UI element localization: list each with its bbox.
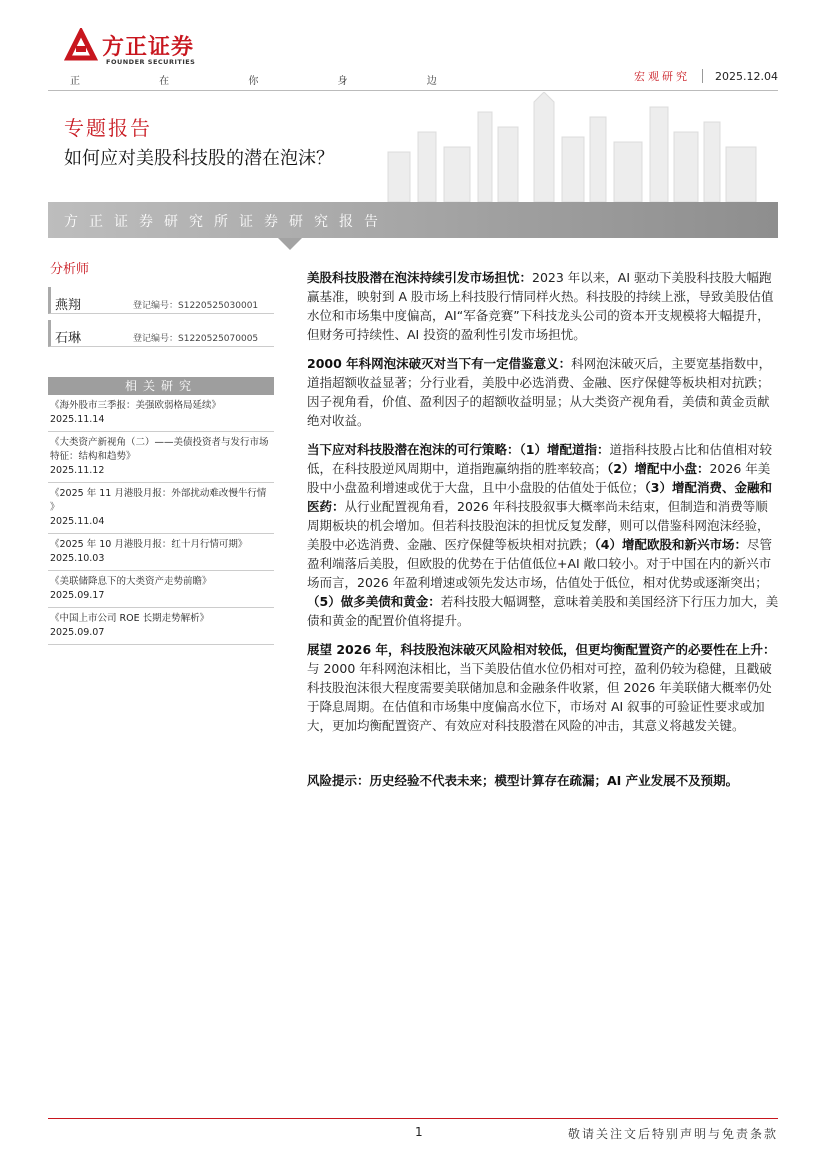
analyst-name: 石琳	[55, 331, 82, 346]
founder-logo-icon	[64, 28, 98, 62]
paragraph-lead: 展望 2026 年，科技股泡沫破灭风险相对较低，但更均衡配置资产的必要性在上升：	[307, 642, 776, 657]
strategy-text: 道指科技股占比和估值相对较低，在科技股逆风周期中，道指跑赢纳指的胜率较高；	[307, 442, 772, 476]
related-title: 《中国上市公司 ROE 长期走势解析》	[50, 613, 210, 624]
paragraph-lead: 美股科技股潜在泡沫持续引发市场担忧：	[307, 270, 533, 285]
institute-banner	[48, 202, 778, 238]
paragraph-text: 科网泡沫破灭后，主要宽基指数中，道指超额收益显著；分行业看，美股中必选消费、金融、医疗保健等板块相对抗跌；因子视角看，价值、盈利因子的超额收益明显；从大类资产视角看，美债和黄金贡献绝对收益。	[307, 356, 772, 428]
strategy-text: 若科技股大幅调整，意味着美股和美国经济下行压力加大，美债和黄金的配置价值将提升。	[307, 594, 779, 628]
related-title: 《2025 年 11 月港股月报：外部扰动难改慢牛行情 》	[50, 488, 267, 513]
related-item[interactable]	[48, 483, 274, 534]
brand-logo	[64, 28, 194, 62]
paragraph	[307, 268, 779, 344]
city-skyline-icon	[358, 92, 778, 202]
analyst-heading: 分析师	[50, 262, 90, 277]
report-type: 专题报告	[64, 116, 152, 140]
main-body	[307, 268, 779, 803]
risk-warning: 风险提示：历史经验不代表未来；模型计算存在疏漏；AI 产业发展不及预期。	[307, 773, 739, 788]
footer-rule	[48, 1118, 778, 1119]
paragraph	[307, 440, 779, 630]
strategy-lead: （1）增配道指：	[519, 442, 610, 457]
related-title: 《2025 年 10 月港股月报：红十月行情可期》	[50, 539, 248, 550]
paragraph	[307, 640, 779, 735]
header-meta	[634, 68, 778, 84]
related-date: 2025.11.12	[50, 465, 105, 476]
analyst-reg: 登记编号：S1220525030001	[133, 301, 259, 311]
strategy-text: 2026 年美股中小盘盈利增速或优于大盘，且中小盘股的估值处于低位；	[307, 461, 771, 495]
related-date: 2025.11.04	[50, 516, 105, 527]
report-title: 如何应对美股科技股的潜在泡沫？	[64, 148, 334, 169]
related-title: 《大类资产新视角（二）——美债投资者与发行市场特征：结构和趋势》	[50, 437, 269, 462]
strategy-text: 从行业配置视角看，2026 年科技股叙事大概率尚未结束，但制造和消费等顺周期板块的机会增加。但若科技股泡沫的担忧反复发酵，则可以借鉴科网泡沫经验，美股中必选消费、金融、医疗保健等板块相对抗跌；	[307, 499, 770, 552]
paragraph-text: 与 2000 年科网泡沫相比，当下美股估值水位仍相对可控，盈利仍较为稳健，且戳破科技股泡沫很大程度需要美联储加息和金融条件收紧，但 2026 年美联储大概率仍处于降息周期。在估值和市场集中度偏高水位下，市场对 AI 叙事的可验证性要求或加大，更加均衡配置资产、有效应对科技股潜在风险的冲击，其意义将越发关键。	[307, 661, 772, 733]
slogan: 正 在 你 身 边	[70, 76, 463, 87]
analyst-row	[48, 287, 274, 314]
analyst-row	[48, 320, 274, 347]
related-title: 《海外股市三季报：美强欧弱格局延续》	[50, 400, 222, 411]
strategy-lead: （2）增配中小盘：	[607, 461, 710, 476]
related-item[interactable]	[48, 395, 274, 432]
related-item[interactable]	[48, 571, 274, 608]
related-item[interactable]	[48, 534, 274, 571]
related-date: 2025.09.17	[50, 590, 105, 601]
logo-cn-text: 方正证券	[102, 34, 195, 60]
strategy-lead: （3）增配消费、金融和医药：	[307, 480, 772, 514]
logo-en-text: FOUNDER SECURITIES	[106, 58, 196, 66]
page-number: 1	[415, 1125, 423, 1139]
report-date: 2025.12.04	[715, 69, 778, 83]
related-date: 2025.11.14	[50, 414, 105, 425]
related-item[interactable]	[48, 432, 274, 483]
analyst-name: 燕翔	[55, 298, 82, 313]
banner-pointer	[278, 238, 302, 250]
institute-banner-text: 方正证券研究所证券研究报告	[64, 214, 389, 230]
paragraph-lead: 2000 年科网泡沫破灭对当下有一定借鉴意义：	[307, 356, 572, 371]
disclaimer-link[interactable]: 敬请关注文后特别声明与免责条款	[567, 1127, 778, 1141]
related-item[interactable]	[48, 608, 274, 645]
header-divider	[702, 69, 703, 83]
strategy-lead: （5）做多美债和黄金：	[307, 594, 441, 609]
report-category: 宏观研究	[634, 70, 691, 83]
related-title: 《美联储降息下的大类资产走势前瞻》	[50, 576, 212, 587]
sidebar	[48, 258, 274, 645]
paragraph-lead: 当下应对科技股潜在泡沫的可行策略：	[307, 442, 520, 457]
strategy-text: 尽管盈利端落后美股，但欧股的优势在于估值低位+AI 敞口较小。对于中国在内的新兴市场而言，2026 年盈利增速或领先发达市场，估值处于低位，相对优势或逐渐突出；	[307, 537, 772, 590]
related-heading: 相关研究	[48, 377, 274, 395]
header-rule	[48, 90, 778, 91]
analyst-reg: 登记编号：S1220525070005	[133, 334, 259, 344]
paragraph	[307, 354, 779, 430]
paragraph-text: 2023 年以来，AI 驱动下美股科技股大幅跑赢基准，映射到 A 股市场上科技股行情同样火热。科技股的持续上涨，导致美股估值水位和市场集中度偏高，AI“军备竞赛”下科技龙头公司的资本开支规模将大幅提升，但财务可持续性、AI 投资的盈利性引发市场担忧。	[307, 270, 774, 342]
strategy-lead: （4）增配欧股和新兴市场：	[594, 537, 747, 552]
related-date: 2025.09.07	[50, 627, 105, 638]
related-date: 2025.10.03	[50, 553, 105, 564]
